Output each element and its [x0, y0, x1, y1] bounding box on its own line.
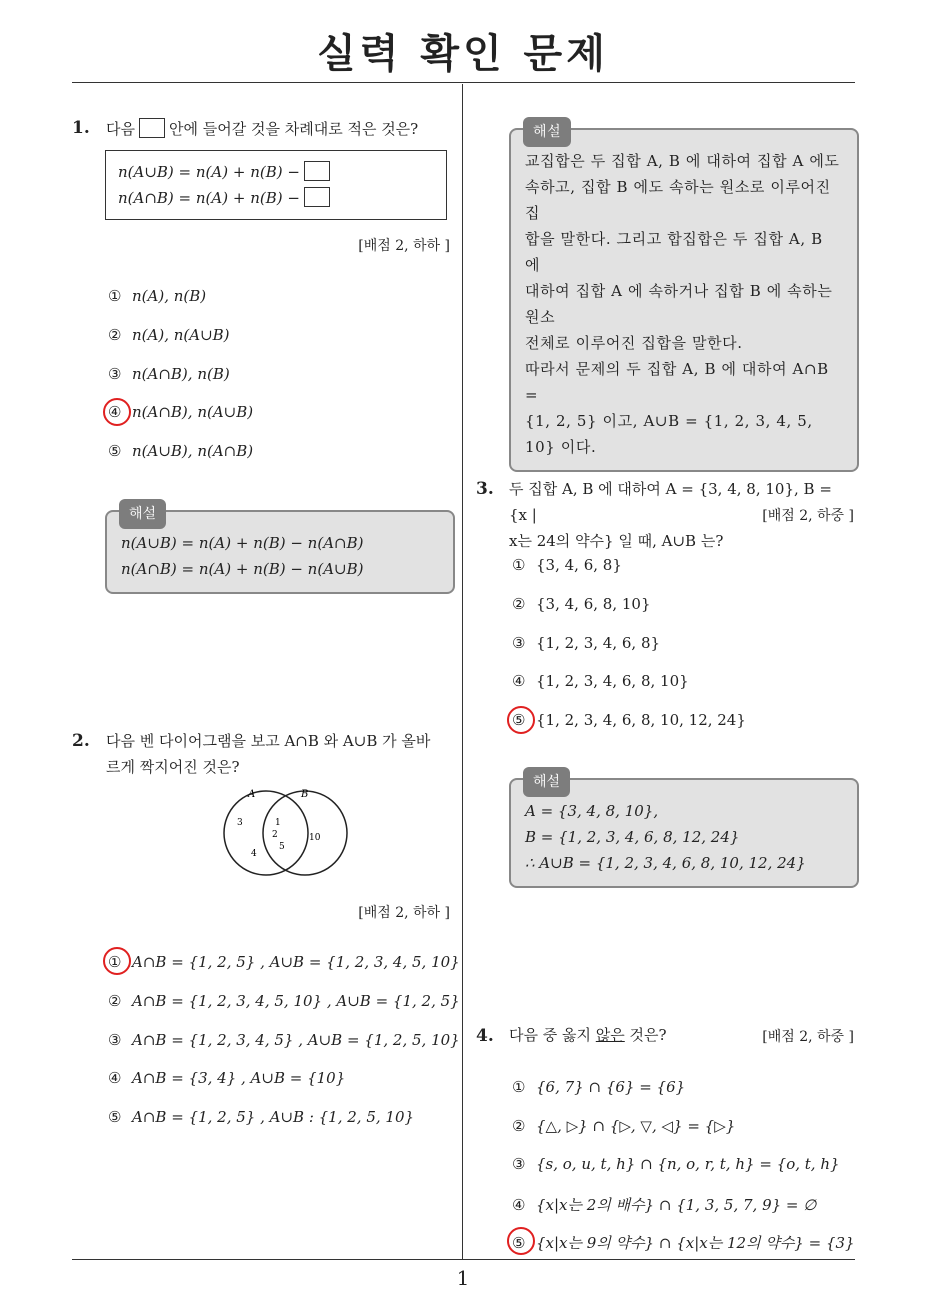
- explanation-line: 속하고, 집합 B 에도 속하는 원소로 이루어진 집: [525, 178, 831, 222]
- explanation-line: ∴ A∪B = {1, 2, 3, 4, 6, 8, 10, 12, 24}: [525, 854, 806, 872]
- q1-choice-1[interactable]: [108, 287, 206, 305]
- q2-choice-2[interactable]: [108, 992, 460, 1010]
- question-1-explanation: [105, 506, 455, 594]
- choice-number: ⑤: [108, 1108, 122, 1126]
- choice-number: ②: [512, 595, 526, 613]
- choice-text: n(A), n(A∪B): [132, 326, 230, 344]
- q4-choice-5[interactable]: [512, 1232, 855, 1253]
- choice-number: ①: [108, 953, 122, 971]
- question-4-text-underlined: 않은: [595, 1026, 625, 1044]
- question-1-number: 1.: [72, 118, 90, 138]
- q3-choice-4[interactable]: [512, 672, 689, 690]
- venn-value: 5: [279, 842, 285, 852]
- explanation-tag: 해설: [119, 499, 166, 529]
- page-number: 1: [456, 1266, 470, 1290]
- question-2-score: [배점 2, 하하 ]: [358, 905, 450, 921]
- choice-number: ②: [512, 1117, 526, 1135]
- question-2-line-1: 다음 벤 다이어그램을 보고 A∩B 와 A∪B 가 올바: [106, 732, 431, 750]
- question-1-score: [배점 2, 하하 ]: [358, 238, 450, 254]
- venn-value: 2: [272, 830, 278, 840]
- venn-circle-a: [224, 791, 308, 875]
- question-4-text-before: 다음 중 옳지: [509, 1026, 591, 1044]
- q1-choice-2[interactable]: [108, 326, 230, 344]
- q3-choice-1[interactable]: [512, 556, 622, 574]
- formula-line-2: [118, 185, 434, 211]
- page-title: 실력 확인 문제: [317, 31, 609, 77]
- choice-number: ④: [512, 1196, 526, 1214]
- q1-choice-5[interactable]: [108, 442, 253, 460]
- formula-line-1: [118, 159, 434, 185]
- venn-value: 3: [237, 818, 243, 828]
- choice-text: {△, ▷} ∩ {▷, ▽, ◁} = {▷}: [536, 1117, 736, 1135]
- choice-text: {1, 2, 3, 4, 6, 8, 10}: [536, 672, 689, 690]
- choice-text: A∩B = {1, 2, 5} , A∪B : {1, 2, 5, 10}: [132, 1108, 415, 1126]
- choice-text: {1, 2, 3, 4, 6, 8}: [536, 634, 661, 652]
- question-4-score: [배점 2, 하중 ]: [762, 1029, 854, 1045]
- choice-text: {3, 4, 6, 8, 10}: [536, 595, 651, 613]
- choice-text: n(A), n(B): [132, 287, 207, 305]
- q4-choice-1[interactable]: [512, 1078, 685, 1096]
- answer-mark-q1: [103, 398, 131, 426]
- venn-label-b: B: [301, 789, 309, 800]
- question-3-line-2: x는 24의 약수} 일 때, A∪B 는?: [509, 532, 724, 550]
- question-1-text-after: 안에 들어갈 것을 차례대로 적은 것은?: [168, 120, 419, 138]
- column-divider: [462, 84, 463, 1260]
- q3-choice-2[interactable]: [512, 595, 651, 613]
- choice-text: A∩B = {1, 2, 3, 4, 5} , A∪B = {1, 2, 5, 10}: [132, 1031, 460, 1049]
- blank-box: [139, 118, 165, 138]
- explanation-line: 합을 말한다. 그리고 합집합은 두 집합 A, B 에: [525, 230, 823, 274]
- choice-number: ②: [108, 992, 122, 1010]
- question-2-text: [106, 728, 458, 780]
- blank-box: [304, 161, 330, 181]
- explanation-line: {1, 2, 5} 이고, A∪B = {1, 2, 3, 4, 5, 10} 이다.: [525, 412, 813, 456]
- answer-mark-q3: [507, 706, 535, 734]
- explanation-line: 전체로 이루어진 집합을 말한다.: [525, 334, 743, 352]
- venn-label-a: A: [248, 789, 256, 800]
- explanation-line: 따라서 문제의 두 집합 A, B 에 대하여 A∩B =: [525, 360, 829, 404]
- answer-mark-q4: [507, 1227, 535, 1255]
- q2-choice-4[interactable]: [108, 1069, 345, 1087]
- choice-number: ③: [108, 365, 122, 383]
- explanation-tag: 해설: [523, 767, 570, 797]
- explanation-line: 대하여 집합 A 에 속하거나 집합 B 에 속하는 원소: [525, 282, 833, 326]
- question-2-explanation: [509, 124, 859, 472]
- question-4-text-after: 것은?: [629, 1026, 667, 1044]
- choice-number: ①: [108, 287, 122, 305]
- choice-number: ③: [108, 1031, 122, 1049]
- blank-box: [304, 187, 330, 207]
- choice-number: ⑤: [512, 711, 526, 729]
- choice-text: {3, 4, 6, 8}: [536, 556, 622, 574]
- answer-mark-q2: [103, 947, 131, 975]
- choice-text: {s, o, u, t, h} ∩ {n, o, r, t, h} = {o, t, h}: [536, 1155, 840, 1173]
- question-1-text: [106, 116, 456, 142]
- choice-number: ④: [108, 1069, 122, 1087]
- venn-value: 4: [251, 849, 257, 859]
- explanation-line: A = {3, 4, 8, 10},: [525, 802, 659, 820]
- choice-text: {1, 2, 3, 4, 6, 8, 10, 12, 24}: [536, 711, 746, 729]
- choice-number: ⑤: [512, 1234, 526, 1252]
- choice-number: ③: [512, 1155, 526, 1173]
- choice-text: n(A∩B), n(A∪B): [132, 403, 254, 421]
- choice-text: n(A∪B), n(A∩B): [132, 442, 254, 460]
- venn-value: 1: [275, 818, 281, 828]
- formula-1-text: n(A∪B) = n(A) + n(B) −: [118, 163, 300, 181]
- explanation-line: 교집합은 두 집합 A, B 에 대하여 집합 A 에도: [525, 152, 840, 170]
- question-3-explanation: [509, 774, 859, 888]
- venn-value: 10: [309, 833, 321, 843]
- choice-number: ④: [512, 672, 526, 690]
- explanation-line: n(A∪B) = n(A) + n(B) − n(A∩B): [121, 534, 364, 552]
- choice-text: {x|x는 9의 약수} ∩ {x|x는 12의 약수} = {3}: [536, 1234, 855, 1252]
- explanation-line: n(A∩B) = n(A) + n(B) − n(A∪B): [121, 560, 364, 578]
- choice-number: ①: [512, 1078, 526, 1096]
- question-1-formula-box: [105, 150, 447, 220]
- choice-number: ②: [108, 326, 122, 344]
- choice-number: ①: [512, 556, 526, 574]
- question-1-text-before: 다음: [106, 120, 135, 138]
- q2-choice-1[interactable]: [108, 953, 460, 971]
- choice-text: A∩B = {3, 4} , A∪B = {10}: [132, 1069, 346, 1087]
- explanation-line: B = {1, 2, 3, 4, 6, 8, 12, 24}: [525, 828, 740, 846]
- question-4-number: 4.: [476, 1026, 494, 1046]
- explanation-tag: 해설: [523, 117, 571, 147]
- q4-choice-2[interactable]: [512, 1117, 735, 1135]
- choice-text: {x|x는 2의 배수} ∩ {1, 3, 5, 7, 9} = ∅: [536, 1196, 817, 1214]
- choice-number: ③: [512, 634, 526, 652]
- choice-number: ⑤: [108, 442, 122, 460]
- q3-choice-5[interactable]: [512, 711, 746, 729]
- question-2-line-2: 르게 짝지어진 것은?: [106, 758, 240, 776]
- choice-text: n(A∩B), n(B): [132, 365, 230, 383]
- top-rule: [72, 82, 855, 83]
- question-3-number: 3.: [476, 479, 494, 499]
- q2-choice-3[interactable]: [108, 1031, 460, 1049]
- question-3-score: [배점 2, 하중 ]: [762, 508, 854, 524]
- q2-choice-5[interactable]: [108, 1108, 414, 1126]
- bottom-rule: [72, 1259, 855, 1260]
- question-3-line-1: 두 집합 A, B 에 대하여 A = {3, 4, 8, 10}, B = {x |: [509, 480, 832, 524]
- choice-number: ④: [108, 403, 122, 421]
- choice-text: {6, 7} ∩ {6} = {6}: [536, 1078, 686, 1096]
- venn-diagram: [205, 785, 355, 880]
- formula-2-text: n(A∩B) = n(A) + n(B) −: [118, 189, 300, 207]
- choice-text: A∩B = {1, 2, 3, 4, 5, 10} , A∪B = {1, 2, 5}: [132, 992, 460, 1010]
- q3-choice-3[interactable]: [512, 634, 660, 652]
- q1-choice-3[interactable]: [108, 365, 230, 383]
- choice-text: A∩B = {1, 2, 5} , A∪B = {1, 2, 3, 4, 5, 10}: [132, 953, 460, 971]
- q4-choice-3[interactable]: [512, 1155, 840, 1173]
- q4-choice-4[interactable]: [512, 1194, 816, 1215]
- question-2-number: 2.: [72, 731, 90, 751]
- question-4-text: [509, 1022, 667, 1048]
